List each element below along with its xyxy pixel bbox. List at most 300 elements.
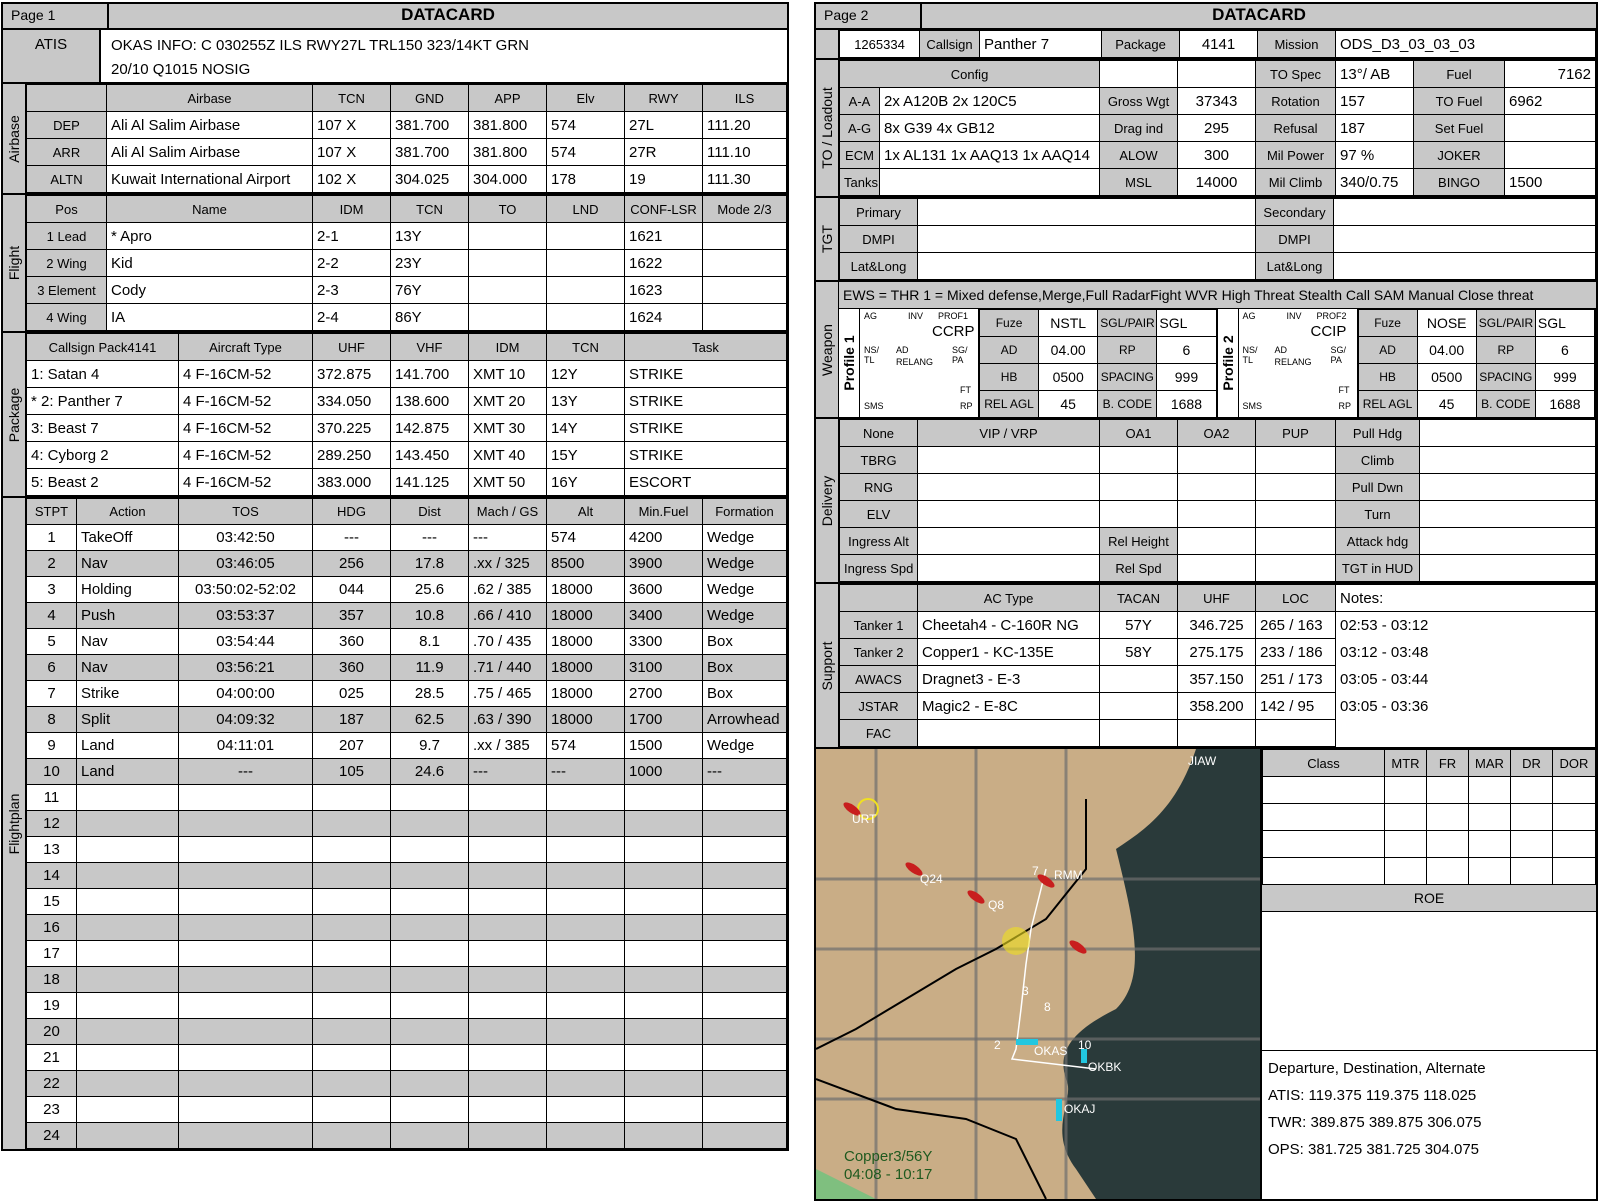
loadout-value: 187 <box>1336 115 1414 142</box>
flight-table <box>26 195 787 331</box>
flightplan-cell: 21 <box>27 1045 77 1071</box>
map-label: 2 <box>994 1038 1001 1052</box>
threat-table <box>1262 749 1596 885</box>
support-cell <box>1100 666 1178 693</box>
package-cell: 141.125 <box>391 469 469 496</box>
package-cell: 1: Satan 4 <box>27 361 179 388</box>
map-label: 04:08 - 10:17 <box>844 1166 933 1183</box>
flightplan-cell <box>77 811 179 837</box>
support-cell <box>1256 720 1336 747</box>
flightplan-cell: 24.6 <box>391 759 469 785</box>
flightplan-cell <box>179 1019 313 1045</box>
datacard-page-2 <box>814 2 1598 1198</box>
flightplan-cell <box>547 915 625 941</box>
package-cell: ESCORT <box>625 469 787 496</box>
flightplan-cell <box>313 863 391 889</box>
package-cell: 15Y <box>547 442 625 469</box>
flightplan-row <box>27 1019 787 1045</box>
flightplan-section-label: Flightplan <box>3 498 26 1149</box>
delivery-section <box>814 419 1598 584</box>
flightplan-cell: 25.6 <box>391 577 469 603</box>
flightplan-cell: Box <box>703 655 787 681</box>
flightplan-cell <box>179 837 313 863</box>
threat-cell <box>1511 804 1553 831</box>
loadout-value: 97 % <box>1336 142 1414 169</box>
delivery-label: ELV <box>840 501 918 528</box>
atis-section <box>1 30 789 84</box>
flightplan-cell: 4200 <box>625 525 703 551</box>
airbase-table <box>26 84 787 193</box>
flightplan-cell: 1700 <box>625 707 703 733</box>
sgl-pair-value: SGL <box>1535 310 1594 337</box>
loadout-label: Mil Power <box>1256 142 1336 169</box>
support-cell: 03:05 - 03:44 <box>1336 666 1596 693</box>
flightplan-cell <box>625 1071 703 1097</box>
flightplan-cell <box>625 889 703 915</box>
flightplan-cell: --- <box>313 525 391 551</box>
flightplan-cell: 22 <box>27 1071 77 1097</box>
weapon-section <box>814 282 1598 419</box>
airbase-cell: Ali Al Salim Airbase <box>107 112 313 139</box>
threat-col-header: DOR <box>1553 750 1596 777</box>
flightplan-row <box>27 759 787 785</box>
support-cell: 357.150 <box>1178 666 1256 693</box>
package-cell: 14Y <box>547 415 625 442</box>
flightplan-cell: 3100 <box>625 655 703 681</box>
flightplan-cell <box>469 837 547 863</box>
fuze-label: Fuze <box>1358 310 1417 337</box>
threat-cell <box>1263 804 1385 831</box>
delivery-label: Ingress Spd <box>840 555 918 582</box>
flightplan-cell <box>179 1097 313 1123</box>
support-cell: 03:12 - 03:48 <box>1336 639 1596 666</box>
support-cell: 233 / 186 <box>1256 639 1336 666</box>
flight-cell: 1 Lead <box>27 223 107 250</box>
flight-cell <box>469 223 547 250</box>
delivery-mid-label: Rel Spd <box>1100 555 1178 582</box>
flightplan-cell: 03:42:50 <box>179 525 313 551</box>
flightplan-row <box>27 629 787 655</box>
flightplan-cell: 360 <box>313 655 391 681</box>
flight-col-header: TO <box>469 196 547 223</box>
package-cell: * 2: Panther 7 <box>27 388 179 415</box>
delivery-label: RNG <box>840 474 918 501</box>
support-cell <box>918 720 1100 747</box>
flightplan-cell: 1 <box>27 525 77 551</box>
threat-cell <box>1427 804 1469 831</box>
flightplan-cell <box>77 1019 179 1045</box>
package-table <box>26 333 787 496</box>
flightplan-cell <box>77 915 179 941</box>
ad-value: 04.00 <box>1417 337 1476 364</box>
support-cell: Magic2 - E-8C <box>918 693 1100 720</box>
flightplan-cell: 207 <box>313 733 391 759</box>
page-header <box>814 2 1598 30</box>
flightplan-cell <box>547 863 625 889</box>
flight-col-header: CONF-LSR <box>625 196 703 223</box>
package-cell: 4: Cyborg 2 <box>27 442 179 469</box>
map-label: 8 <box>1044 1000 1051 1014</box>
package-cell: STRIKE <box>625 442 787 469</box>
b-code-label: B. CODE <box>1476 391 1535 418</box>
flightplan-col-header: TOS <box>179 499 313 525</box>
flightplan-cell <box>469 889 547 915</box>
flightplan-cell <box>703 915 787 941</box>
package-cell: XMT 40 <box>469 442 547 469</box>
flightplan-row <box>27 525 787 551</box>
flight-cell <box>547 304 625 331</box>
atis-line-2: 20/10 Q1015 NOSIG <box>111 61 251 78</box>
rel-agl-label: REL AGL <box>980 391 1039 418</box>
callsign-value: Panther 7 <box>980 31 1102 58</box>
threat-cell <box>1553 777 1596 804</box>
flightplan-cell <box>703 863 787 889</box>
flight-col-header: LND <box>547 196 625 223</box>
flightplan-cell <box>703 1019 787 1045</box>
flightplan-cell <box>547 1097 625 1123</box>
threat-cell <box>1385 777 1427 804</box>
support-cell: 03:05 - 03:36 <box>1336 693 1596 720</box>
threat-cell <box>1263 831 1385 858</box>
airbase-cell: 304.000 <box>469 166 547 193</box>
airbase-cell: Ali Al Salim Airbase <box>107 139 313 166</box>
loadout-label: Rotation <box>1256 88 1336 115</box>
flightplan-cell <box>625 785 703 811</box>
flightplan-cell: 3300 <box>625 629 703 655</box>
airbase-cell: 574 <box>547 112 625 139</box>
package-cell: XMT 20 <box>469 388 547 415</box>
flightplan-cell: 13 <box>27 837 77 863</box>
package-col-header: Task <box>625 334 787 361</box>
ews-line: EWS = THR 1 = Mixed defense,Merge,Full RadarFight WVR High Threat Stealth Call SAM Manual Close threat <box>839 282 1596 309</box>
flightplan-cell: Wedge <box>703 525 787 551</box>
flightplan-cell: 8 <box>27 707 77 733</box>
flightplan-cell <box>703 1045 787 1071</box>
callsign-label: Callsign <box>920 31 980 58</box>
flight-cell: 13Y <box>391 223 469 250</box>
flightplan-cell <box>469 993 547 1019</box>
flightplan-cell <box>703 967 787 993</box>
flightplan-cell: 62.5 <box>391 707 469 733</box>
flightplan-cell <box>391 967 469 993</box>
package-cell: 4 F-16CM-52 <box>179 361 313 388</box>
threat-col-header: DR <box>1511 750 1553 777</box>
flightplan-row <box>27 1123 787 1149</box>
flightplan-col-header: Alt <box>547 499 625 525</box>
threat-cell <box>1427 858 1469 885</box>
flight-cell: 2-3 <box>313 277 391 304</box>
flight-cell: 1622 <box>625 250 703 277</box>
flightplan-cell <box>391 1097 469 1123</box>
package-cell: 12Y <box>547 361 625 388</box>
flightplan-cell <box>625 941 703 967</box>
flightplan-row <box>27 837 787 863</box>
map-label: URT <box>852 812 877 826</box>
flight-cell: 1623 <box>625 277 703 304</box>
flight-cell: IA <box>107 304 313 331</box>
flight-col-header: IDM <box>313 196 391 223</box>
support-cell: Cheetah4 - C-160R NG <box>918 612 1100 639</box>
package-cell: STRIKE <box>625 415 787 442</box>
support-cell: FAC <box>840 720 918 747</box>
tgt-value <box>1334 253 1596 280</box>
flightplan-cell: 16 <box>27 915 77 941</box>
map-canvas <box>816 749 1260 1199</box>
flightplan-cell: 8.1 <box>391 629 469 655</box>
page-number: Page 1 <box>3 4 109 28</box>
flightplan-cell: Push <box>77 603 179 629</box>
flightplan-cell <box>391 837 469 863</box>
flightplan-row <box>27 993 787 1019</box>
flight-col-header: Mode 2/3 <box>703 196 787 223</box>
flightplan-cell <box>703 941 787 967</box>
support-cell: 358.200 <box>1178 693 1256 720</box>
support-col-header: LOC <box>1256 585 1336 612</box>
delivery-right-label: Pull Dwn <box>1336 474 1420 501</box>
flightplan-cell: 574 <box>547 525 625 551</box>
to-spec-value: 13°/ AB <box>1336 61 1414 88</box>
tgt-label: DMPI <box>1256 226 1334 253</box>
flightplan-cell <box>547 941 625 967</box>
tgt-label: Lat&Long <box>1256 253 1334 280</box>
package-cell: 383.000 <box>313 469 391 496</box>
flightplan-cell <box>313 1019 391 1045</box>
rel-agl-label: REL AGL <box>1358 391 1417 418</box>
package-cell: 370.225 <box>313 415 391 442</box>
rel-agl-value: 45 <box>1039 391 1098 418</box>
flightplan-cell <box>703 889 787 915</box>
flightplan-cell: 187 <box>313 707 391 733</box>
support-col-header: UHF <box>1178 585 1256 612</box>
flightplan-cell: 044 <box>313 577 391 603</box>
map-marker-circle <box>1002 927 1030 955</box>
flightplan-cell <box>391 811 469 837</box>
threat-cell <box>1385 831 1427 858</box>
flightplan-cell <box>77 941 179 967</box>
page-title: DATACARD <box>401 5 495 24</box>
flightplan-cell: 105 <box>313 759 391 785</box>
package-cell: 5: Beast 2 <box>27 469 179 496</box>
loadout-label: MSL <box>1100 169 1178 196</box>
flight-cell <box>703 250 787 277</box>
flightplan-cell: 11.9 <box>391 655 469 681</box>
flight-cell: 86Y <box>391 304 469 331</box>
airbase-section-label: Airbase <box>3 84 26 193</box>
tgt-label: Primary <box>840 199 918 226</box>
flightplan-cell: Land <box>77 733 179 759</box>
threat-cell <box>1511 858 1553 885</box>
flightplan-cell <box>179 941 313 967</box>
support-cell: Copper1 - KC-135E <box>918 639 1100 666</box>
flightplan-cell: 03:53:37 <box>179 603 313 629</box>
loadout-value: 37343 <box>1178 88 1256 115</box>
flightplan-row <box>27 707 787 733</box>
loadout-label: Set Fuel <box>1414 115 1504 141</box>
flight-cell: 4 Wing <box>27 304 107 331</box>
flightplan-row <box>27 655 787 681</box>
threat-cell <box>1511 831 1553 858</box>
flightplan-cell: 18000 <box>547 603 625 629</box>
loadout-value: 8x G39 4x GB12 <box>880 115 1100 142</box>
flightplan-cell <box>313 993 391 1019</box>
delivery-table <box>839 419 1596 582</box>
loadout-label: A-A <box>840 88 880 115</box>
flightplan-cell: 9 <box>27 733 77 759</box>
comms-twr: TWR: 389.875 389.875 306.075 <box>1268 1114 1482 1131</box>
map-label: 10 <box>1078 1038 1092 1052</box>
profile-label: Profile 2 <box>1218 309 1239 417</box>
flightplan-cell: .66 / 410 <box>469 603 547 629</box>
flightplan-cell <box>179 1071 313 1097</box>
sgl-pair-label: SGL/PAIR <box>1098 310 1157 337</box>
flight-cell: 2-2 <box>313 250 391 277</box>
flightplan-cell <box>625 1097 703 1123</box>
flightplan-table <box>26 498 787 1149</box>
flightplan-cell: 18000 <box>547 681 625 707</box>
support-cell: Tanker 1 <box>840 612 918 639</box>
package-label: Package <box>1102 31 1180 58</box>
threat-cell <box>1263 858 1385 885</box>
airbase-cell: 107 X <box>313 112 391 139</box>
flightplan-cell <box>625 837 703 863</box>
profile-label: Profile 1 <box>839 309 860 417</box>
flightplan-cell: Arrowhead <box>703 707 787 733</box>
route-map[interactable] <box>816 749 1262 1199</box>
flightplan-cell <box>625 967 703 993</box>
loadout-value: 295 <box>1178 115 1256 142</box>
airbase-cell: 19 <box>625 166 703 193</box>
flightplan-cell: 18000 <box>547 707 625 733</box>
threat-cell <box>1427 777 1469 804</box>
flightplan-row <box>27 785 787 811</box>
loadout-value: 300 <box>1178 142 1256 169</box>
flightplan-cell <box>313 1045 391 1071</box>
package-cell: STRIKE <box>625 361 787 388</box>
flightplan-cell <box>77 1123 179 1149</box>
airbase-cell: 102 X <box>313 166 391 193</box>
hb-value: 0500 <box>1417 364 1476 391</box>
flightplan-cell: 357 <box>313 603 391 629</box>
flightplan-cell: 3400 <box>625 603 703 629</box>
threat-col-header: Class <box>1263 750 1385 777</box>
flightplan-cell <box>313 837 391 863</box>
flightplan-cell <box>77 863 179 889</box>
airbase-cell: Kuwait International Airport <box>107 166 313 193</box>
flightplan-cell: Strike <box>77 681 179 707</box>
flightplan-cell <box>547 1071 625 1097</box>
flightplan-cell <box>547 967 625 993</box>
flightplan-cell <box>469 915 547 941</box>
page-header <box>1 2 789 30</box>
loadout-label: BINGO <box>1414 169 1504 195</box>
flightplan-cell: 2700 <box>625 681 703 707</box>
flightplan-cell: 11 <box>27 785 77 811</box>
flightplan-cell <box>391 1071 469 1097</box>
flightplan-cell <box>391 785 469 811</box>
flightplan-cell: 12 <box>27 811 77 837</box>
flightplan-cell <box>625 811 703 837</box>
flightplan-cell <box>625 1045 703 1071</box>
flight-cell <box>469 250 547 277</box>
page-title: DATACARD <box>1212 5 1306 24</box>
map-label: JIAW <box>1188 754 1217 768</box>
rel-agl-value: 45 <box>1417 391 1476 418</box>
flightplan-cell <box>391 1019 469 1045</box>
flightplan-cell <box>625 1123 703 1149</box>
flightplan-cell: 03:56:21 <box>179 655 313 681</box>
flightplan-row <box>27 1045 787 1071</box>
flightplan-cell: 04:00:00 <box>179 681 313 707</box>
comms-ops: OPS: 381.725 381.725 304.075 <box>1268 1141 1480 1158</box>
flightplan-cell <box>77 1045 179 1071</box>
flight-cell: 23Y <box>391 250 469 277</box>
flightplan-row <box>27 889 787 915</box>
flightplan-cell: .70 / 435 <box>469 629 547 655</box>
tgt-label: Secondary <box>1256 199 1334 226</box>
airbase-cell: 381.800 <box>469 112 547 139</box>
threat-cell <box>1385 858 1427 885</box>
flightplan-cell <box>547 837 625 863</box>
flightplan-row <box>27 863 787 889</box>
flightplan-row <box>27 733 787 759</box>
support-cell: 142 / 95 <box>1256 693 1336 720</box>
flightplan-cell <box>179 993 313 1019</box>
flightplan-col-header: STPT <box>27 499 77 525</box>
flightplan-cell: 256 <box>313 551 391 577</box>
flight-col-header: TCN <box>391 196 469 223</box>
package-col-header: TCN <box>547 334 625 361</box>
flightplan-cell: --- <box>703 759 787 785</box>
flightplan-cell: 19 <box>27 993 77 1019</box>
loadout-value <box>1505 142 1596 168</box>
airbase-cell: 111.10 <box>703 139 787 166</box>
oa2-label: OA2 <box>1178 420 1256 447</box>
threat-col-header: FR <box>1427 750 1469 777</box>
flightplan-row <box>27 681 787 707</box>
flightplan-cell: Wedge <box>703 733 787 759</box>
flightplan-cell <box>313 785 391 811</box>
rp-value: 6 <box>1157 337 1216 364</box>
flight-cell: 1621 <box>625 223 703 250</box>
airbase-row-label: ALTN <box>27 166 107 193</box>
flight-cell <box>469 277 547 304</box>
delivery-label: TBRG <box>840 447 918 474</box>
support-cell: 346.725 <box>1178 612 1256 639</box>
flightplan-cell: --- <box>547 759 625 785</box>
flightplan-cell <box>179 1045 313 1071</box>
flightplan-cell <box>625 1019 703 1045</box>
hb-label: HB <box>1358 364 1417 391</box>
flightplan-cell: 1000 <box>625 759 703 785</box>
delivery-label: Ingress Alt <box>840 528 918 555</box>
package-cell: STRIKE <box>625 388 787 415</box>
flightplan-cell <box>391 915 469 941</box>
flightplan-cell: 18000 <box>547 629 625 655</box>
rp-label: RP <box>1098 337 1157 364</box>
fuel-value: 7162 <box>1557 65 1591 83</box>
support-table <box>839 584 1596 747</box>
tgt-value <box>918 199 1256 226</box>
spacing-value: 999 <box>1535 364 1594 391</box>
flightplan-col-header: Min.Fuel <box>625 499 703 525</box>
flightplan-cell <box>625 863 703 889</box>
flightplan-cell: 9.7 <box>391 733 469 759</box>
weapon-profile-1 <box>839 309 1218 417</box>
fuze-value: NOSE <box>1417 310 1476 337</box>
flightplan-cell <box>179 889 313 915</box>
package-col-header: UHF <box>313 334 391 361</box>
flightplan-cell: 03:50:02-52:02 <box>179 577 313 603</box>
